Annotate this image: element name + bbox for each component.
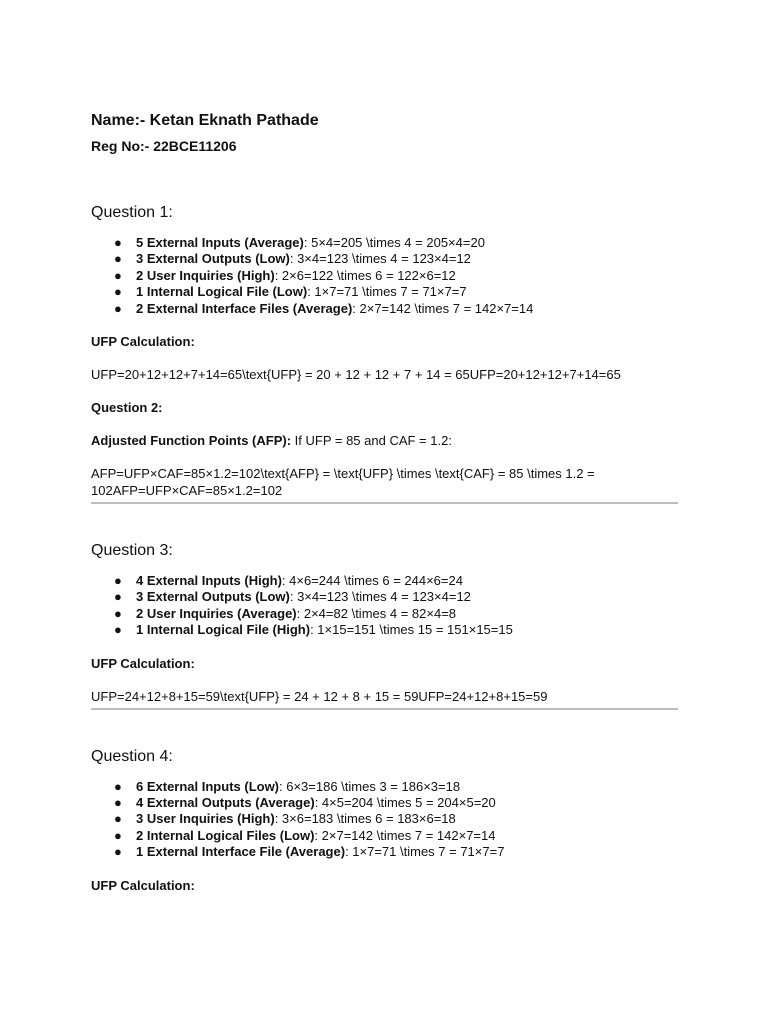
item-label: 2 Internal Logical Files (Low) xyxy=(136,827,315,843)
question-3-list xyxy=(91,573,678,639)
item-label: 1 Internal Logical File (High) xyxy=(136,622,311,638)
afp-formula xyxy=(91,465,678,499)
bullet-icon: ● xyxy=(114,267,122,283)
question-4-heading: Question 4: xyxy=(91,747,173,765)
item-text: : 1×15=151 \times 15 = 151×15=15 xyxy=(310,622,513,638)
question-2-section xyxy=(91,399,678,504)
item-text: : 4×6=244 \times 6 = 244×6=24 xyxy=(281,573,463,589)
afp-formula-line-1: AFP=UFP×CAF=85×1.2=102\text{AFP} = \text{UFP} \times \text{CAF} = 85 \times 1.2 = xyxy=(91,466,595,482)
ufp-calculation-title: UFP Calculation: xyxy=(91,655,195,671)
question-4-list xyxy=(91,779,678,861)
question-1-heading: Question 1: xyxy=(91,204,173,221)
item-text: : 3×4=123 \times 4 = 123×4=12 xyxy=(289,251,471,267)
bullet-icon: ● xyxy=(114,235,122,250)
list-item xyxy=(91,589,678,605)
item-text: : 1×7=71 \times 7 = 71×7=7 xyxy=(307,284,467,300)
document-content xyxy=(91,111,678,894)
bullet-icon: ● xyxy=(114,827,122,843)
item-label: 2 User Inquiries (High) xyxy=(136,267,275,283)
list-item xyxy=(91,235,678,251)
list-item xyxy=(91,622,678,638)
list-item xyxy=(91,606,678,622)
bullet-icon: ● xyxy=(114,251,122,267)
item-text: : 1×7=71 \times 7 = 71×7=7 xyxy=(345,844,505,860)
bullet-icon: ● xyxy=(114,811,122,827)
question-3-section xyxy=(91,541,678,710)
item-label: 1 Internal Logical File (Low) xyxy=(136,284,308,300)
item-label: 4 External Inputs (High) xyxy=(136,573,282,589)
afp-statement xyxy=(91,432,678,449)
question-2-heading: Question 2: xyxy=(91,400,163,416)
bullet-icon: ● xyxy=(114,573,122,589)
bullet-icon: ● xyxy=(114,844,122,860)
list-item xyxy=(91,828,678,844)
item-text: : 2×7=142 \times 7 = 142×7=14 xyxy=(314,827,496,843)
item-text: : 6×3=186 \times 3 = 186×3=18 xyxy=(279,778,461,794)
list-item xyxy=(91,301,678,317)
list-item xyxy=(91,811,678,827)
bullet-icon: ● xyxy=(114,284,122,300)
student-name: Name:- Ketan Eknath Pathade xyxy=(91,112,319,129)
question-1-section xyxy=(91,203,678,383)
list-item xyxy=(91,251,678,267)
item-text: : 2×4=82 \times 4 = 82×4=8 xyxy=(296,605,457,621)
question-3-heading: Question 3: xyxy=(91,542,173,560)
ufp-calculation-title: UFP Calculation: xyxy=(91,334,195,350)
registration-number: Reg No:- 22BCE11206 xyxy=(91,138,237,154)
item-label: 3 External Outputs (Low) xyxy=(136,589,290,605)
ufp-formula: UFP=20+12+12+7+14=65\text{UFP} = 20 + 12 + 12 + 7 + 14 = 65UFP=20+12+12+7+14=65 xyxy=(91,367,621,383)
list-item xyxy=(91,779,678,795)
item-label: 3 External Outputs (Low) xyxy=(136,251,290,267)
afp-text: If UFP = 85 and CAF = 1.2: xyxy=(291,433,452,449)
afp-formula-line-2: 102AFP=UFP×CAF=85×1.2=102 xyxy=(91,483,283,499)
ufp-formula: UFP=24+12+8+15=59\text{UFP} = 24 + 12 + 8 + 15 = 59UFP=24+12+8+15=59 xyxy=(91,688,548,704)
list-item xyxy=(91,268,678,284)
bullet-icon: ● xyxy=(114,622,122,638)
list-item xyxy=(91,844,678,860)
item-label: 4 External Outputs (Average) xyxy=(136,795,315,811)
item-label: 3 User Inquiries (High) xyxy=(136,811,275,827)
item-text: : 2×6=122 \times 6 = 122×6=12 xyxy=(274,267,456,283)
horizontal-divider xyxy=(91,502,678,504)
item-label: 1 External Interface File (Average) xyxy=(136,844,346,860)
item-label: 5 External Inputs (Average) xyxy=(136,235,304,250)
item-text: : 3×6=183 \times 6 = 183×6=18 xyxy=(274,811,456,827)
bullet-icon: ● xyxy=(114,589,122,605)
bullet-icon: ● xyxy=(114,778,122,794)
item-label: 6 External Inputs (Low) xyxy=(136,778,280,794)
question-1-list xyxy=(91,235,678,317)
bullet-icon: ● xyxy=(114,605,122,621)
bullet-icon: ● xyxy=(114,795,122,811)
item-text: : 5×4=205 \times 4 = 205×4=20 xyxy=(303,235,485,250)
item-text: : 3×4=123 \times 4 = 123×4=12 xyxy=(289,589,471,605)
bullet-icon: ● xyxy=(114,300,122,316)
item-text: : 4×5=204 \times 5 = 204×5=20 xyxy=(314,795,496,811)
list-item xyxy=(91,284,678,300)
item-label: 2 External Interface Files (Average) xyxy=(136,300,353,316)
horizontal-divider xyxy=(91,708,678,710)
afp-label: Adjusted Function Points (AFP): xyxy=(91,433,292,449)
item-label: 2 User Inquiries (Average) xyxy=(136,605,297,621)
question-4-section xyxy=(91,747,678,894)
ufp-calculation-title: UFP Calculation: xyxy=(91,877,195,893)
item-text: : 2×7=142 \times 7 = 142×7=14 xyxy=(352,300,534,316)
list-item xyxy=(91,573,678,589)
list-item xyxy=(91,795,678,811)
